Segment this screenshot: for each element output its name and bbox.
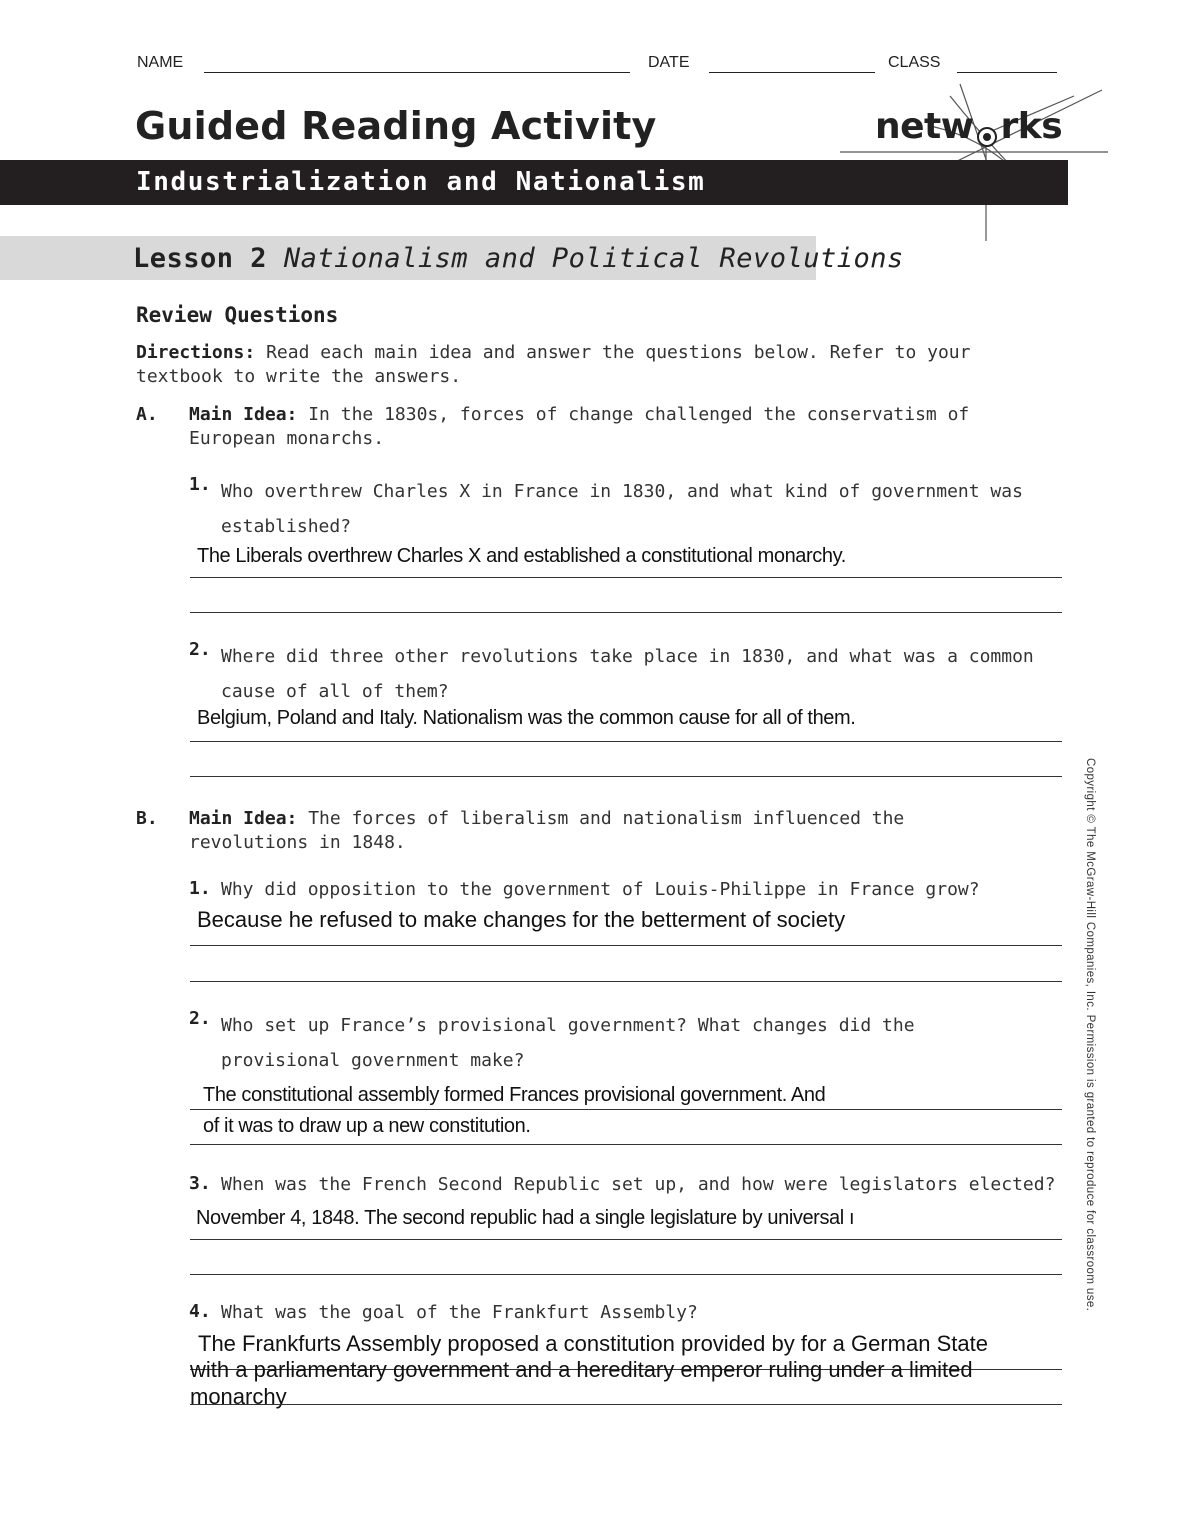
answer-b4-line2[interactable]: with a parliamentary government and a hereditary emperor ruling under a limited (190, 1357, 973, 1382)
answer-b2-line2[interactable]: of it was to draw up a new constitution. (203, 1115, 531, 1137)
lesson-number: Lesson 2 (133, 243, 268, 274)
logo-text-right: rks (1000, 106, 1063, 147)
lesson-heading (133, 243, 904, 274)
question-b4-number: 4. (189, 1301, 211, 1322)
answer-line (190, 1144, 1062, 1145)
answer-line (190, 577, 1062, 578)
answer-line (190, 1239, 1062, 1240)
copyright-notice: Copyright © The McGraw-Hill Companies, Inc. Permission is granted to reproduce for classroom use. (1084, 758, 1096, 1312)
directions-text: Read each main idea and answer the questions below. Refer to your textbook to write the answers. (136, 342, 971, 387)
question-a1-text: Who overthrew Charles X in France in 1830, and what kind of government was established? (221, 481, 1023, 537)
page-title: Guided Reading Activity (135, 104, 657, 148)
class-field-line[interactable] (957, 72, 1057, 73)
answer-line (190, 776, 1062, 777)
answer-b2[interactable]: The constitutional assembly formed Frances provisional government. And (203, 1084, 826, 1106)
main-idea-a-text: In the 1830s, forces of change challenged the conservatism of European monarchs. (189, 404, 970, 449)
main-idea-a-label: Main Idea: (189, 404, 298, 425)
answer-line (190, 945, 1062, 946)
main-idea-b-label: Main Idea: (189, 808, 298, 829)
answer-b4[interactable]: The Frankfurts Assembly proposed a constitution provided by for a German State (198, 1331, 988, 1356)
answer-b4-line3[interactable]: monarchy (190, 1384, 287, 1409)
question-a2-text: Where did three other revolutions take place in 1830, and what was a common cause of all of them? (221, 646, 1034, 702)
question-b2-number: 2. (189, 1008, 211, 1029)
answer-line (190, 1404, 1062, 1405)
logo-text-left: netw (875, 106, 974, 147)
main-idea-a (189, 403, 1059, 451)
answer-b3[interactable]: November 4, 1848. The second republic had a single legislature by universal ı (196, 1207, 855, 1229)
question-b3-text: When was the French Second Republic set up, and how were legislators elected? (221, 1174, 1056, 1195)
main-idea-a-letter: A. (136, 404, 158, 425)
section-heading: Review Questions (136, 303, 339, 327)
answer-line (190, 1109, 1062, 1110)
lesson-subtitle: Nationalism and Political Revolutions (283, 243, 904, 274)
answer-a2[interactable]: Belgium, Poland and Italy. Nationalism was the common cause for all of them. (197, 707, 856, 729)
main-idea-b-letter: B. (136, 808, 158, 829)
question-a2-number: 2. (189, 639, 211, 660)
answer-b1[interactable]: Because he refused to make changes for the betterment of society (197, 907, 846, 932)
date-field-line[interactable] (709, 72, 875, 73)
main-idea-b-text: The forces of liberalism and nationalism influenced the revolutions in 1848. (189, 808, 905, 853)
date-label: DATE (648, 54, 690, 71)
question-a1-number: 1. (189, 474, 211, 495)
answer-line (190, 981, 1062, 982)
answer-line (190, 741, 1062, 742)
question-b2-text: Who set up France’s provisional government? What changes did the provisional government make? (221, 1015, 915, 1071)
directions (136, 341, 1056, 389)
name-label: NAME (137, 54, 184, 71)
question-b1-text: Why did opposition to the government of Louis-Philippe in France grow? (221, 879, 980, 900)
main-idea-b (189, 807, 1009, 855)
name-field-line[interactable] (204, 72, 630, 73)
answer-a1[interactable]: The Liberals overthrew Charles X and established a constitutional monarchy. (197, 545, 846, 567)
answer-line (190, 612, 1062, 613)
unit-title: Industrialization and Nationalism (136, 167, 706, 197)
answer-line (190, 1274, 1062, 1275)
question-b3-number: 3. (189, 1173, 211, 1194)
class-label: CLASS (888, 54, 941, 71)
networks-logo (875, 106, 1062, 147)
directions-label: Directions: (136, 342, 256, 363)
question-b4-text: What was the goal of the Frankfurt Assembly? (221, 1302, 698, 1323)
question-b1-number: 1. (189, 878, 211, 899)
